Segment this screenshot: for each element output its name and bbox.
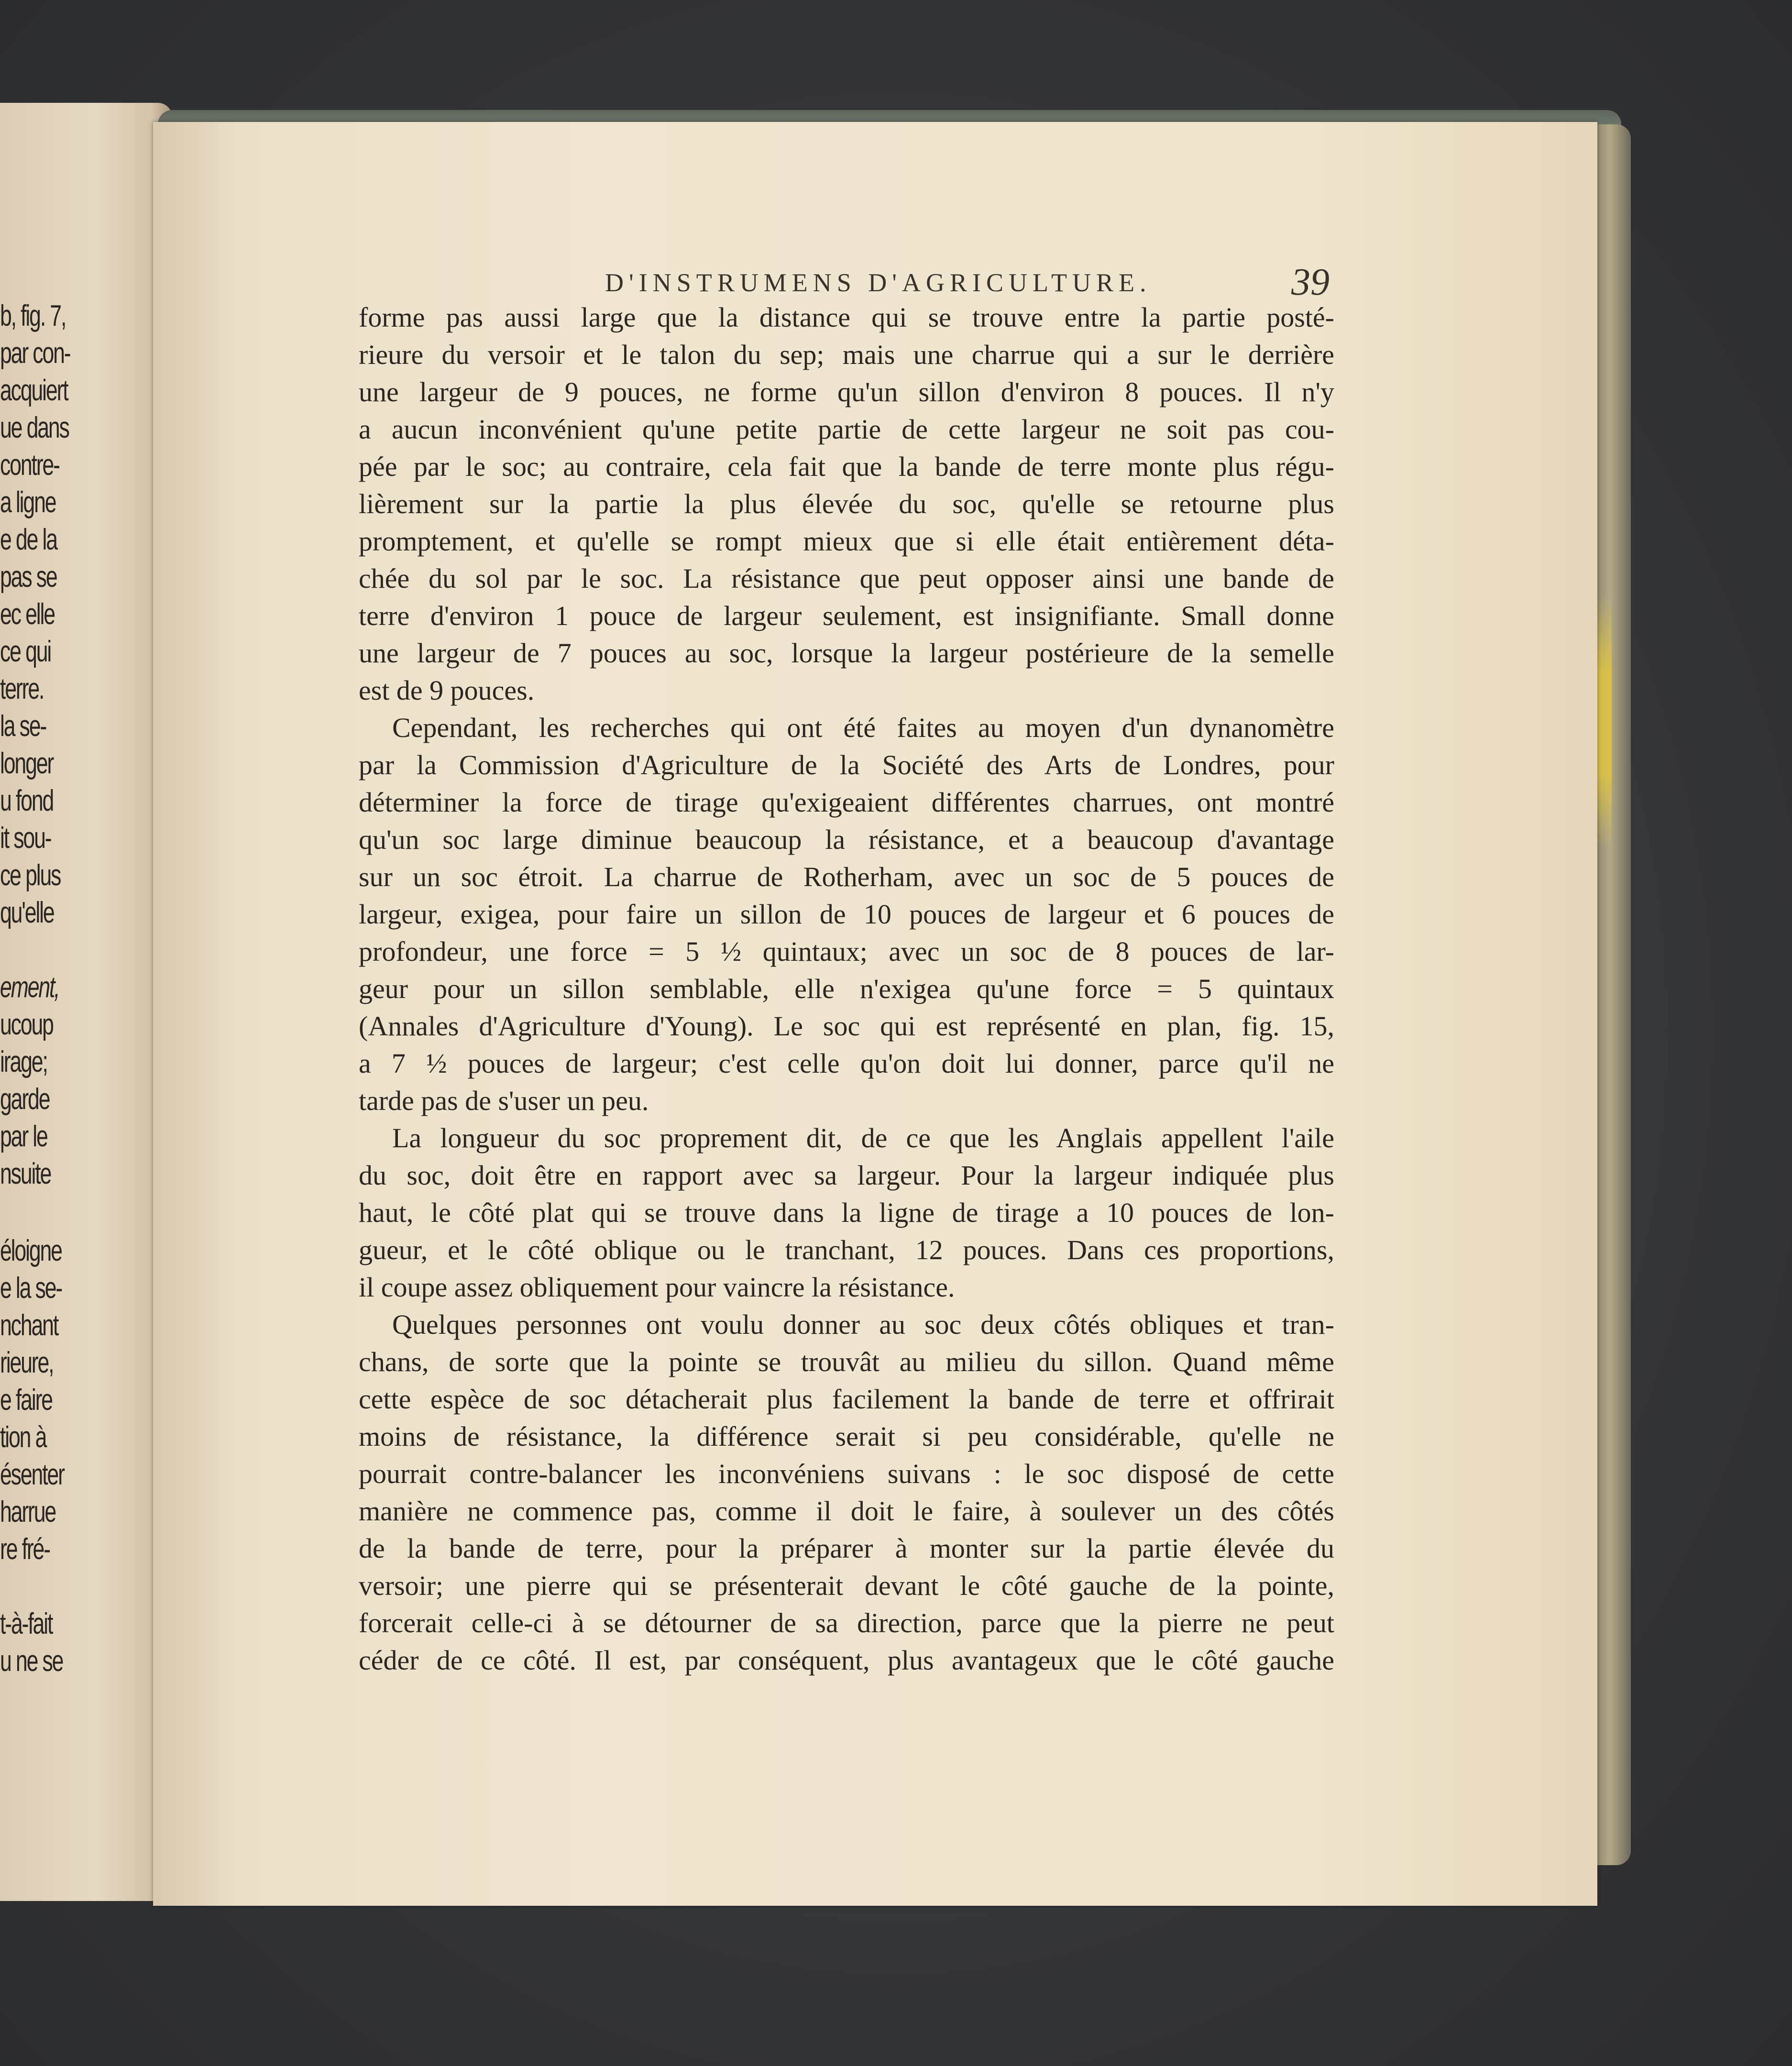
facing-page-line: ce qui <box>0 635 51 668</box>
facing-page-line: rieure, <box>0 1346 54 1379</box>
text-line: chans, de sorte que la pointe se trouvât au milieu du sillon. Quand même <box>359 1346 1334 1377</box>
text-line: lièrement sur la partie la plus élevée du soc, qu'elle se retourne plus <box>359 488 1334 519</box>
facing-page-line: u fond <box>0 784 54 817</box>
facing-page-line: contre- <box>0 449 59 482</box>
facing-page-line: la se- <box>0 710 46 743</box>
facing-page-line: nsuite <box>0 1157 51 1190</box>
facing-page-line: it sou- <box>0 822 51 855</box>
facing-page-line: par le <box>0 1120 47 1153</box>
facing-page-line: t-à-fait <box>0 1607 53 1640</box>
text-line: promptement, et qu'elle se rompt mieux que si elle était entièrement déta- <box>359 526 1334 557</box>
page-number: 39 <box>1291 261 1330 303</box>
facing-page-line: nchant <box>0 1309 58 1342</box>
text-line: manière ne commence pas, comme il doit le faire, à soulever un des côtés <box>359 1495 1334 1527</box>
text-line: est de 9 pouces. <box>359 675 535 706</box>
text-line: sur un soc étroit. La charrue de Rotherham, avec un soc de 5 pouces de <box>359 861 1334 892</box>
facing-page-line: éloigne <box>0 1234 62 1267</box>
text-line: une largeur de 9 pouces, ne forme qu'un sillon d'environ 8 pouces. Il n'y <box>359 376 1334 407</box>
text-line: céder de ce côté. Il est, par conséquent, plus avantageux que le côté gauche <box>359 1645 1334 1676</box>
facing-page <box>0 103 172 1901</box>
text-line: du soc, doit être en rapport avec sa largeur. Pour la largeur indiquée plus <box>359 1160 1334 1191</box>
facing-page-line: e de la <box>0 523 57 556</box>
facing-page-line: longer <box>0 747 54 780</box>
text-line: profondeur, une force = 5 ½ quintaux; avec un soc de 8 pouces de lar- <box>359 936 1334 967</box>
facing-page-line: harrue <box>0 1495 56 1528</box>
text-line: a 7 ½ pouces de largeur; c'est celle qu'on doit lui donner, parce qu'il ne <box>359 1048 1334 1079</box>
facing-page-line: tion à <box>0 1421 46 1454</box>
text-line: tarde pas de s'user un peu. <box>359 1085 649 1116</box>
text-line: terre d'environ 1 pouce de largeur seulement, est insignifiante. Small donne <box>359 600 1334 631</box>
text-line: gueur, et le côté oblique ou le tranchant, 12 pouces. Dans ces proportions, <box>359 1234 1334 1265</box>
text-line: qu'un soc large diminue beaucoup la résistance, et a beaucoup d'avantage <box>359 824 1334 855</box>
text-line: (Annales d'Agriculture d'Young). Le soc qui est représenté en plan, fig. 15, <box>359 1011 1334 1042</box>
facing-page-line: pas se <box>0 560 57 593</box>
text-line: forme pas aussi large que la distance qui se trouve entre la partie posté- <box>359 302 1334 333</box>
text-line: pée par le soc; au contraire, cela fait que la bande de terre monte plus régu- <box>359 451 1334 482</box>
facing-page-line: ésenter <box>0 1458 64 1491</box>
facing-page-line: u ne se <box>0 1645 63 1678</box>
text-line: forcerait celle-ci à se détourner de sa direction, parce que la pierre ne peut <box>359 1607 1334 1638</box>
text-line: pourrait contre-balancer les inconvéniens suivans : le soc disposé de cette <box>359 1458 1334 1489</box>
text-line: cette espèce de soc détacherait plus facilement la bande de terre et offrirait <box>359 1384 1334 1415</box>
text-line: de la bande de terre, pour la préparer à monter sur la partie élevée du <box>359 1533 1334 1564</box>
facing-page-line: b, fig. 7, <box>0 299 66 332</box>
facing-page-line: irage; <box>0 1045 47 1078</box>
text-line: haut, le côté plat qui se trouve dans la ligne de tirage a 10 pouces de lon- <box>359 1197 1334 1228</box>
running-head: D'INSTRUMENS D'AGRICULTURE. <box>605 268 1152 297</box>
facing-page-line: acquiert <box>0 374 68 407</box>
facing-page-line: ue dans <box>0 411 69 444</box>
text-line: il coupe assez obliquement pour vaincre la résistance. <box>359 1272 955 1303</box>
text-line: par la Commission d'Agriculture de la Société des Arts de Londres, pour <box>359 749 1334 780</box>
facing-page-line: par con- <box>0 337 70 370</box>
text-line: geur pour un sillon semblable, elle n'exigea qu'une force = 5 quintaux <box>359 973 1334 1004</box>
text-line: rieure du versoir et le talon du sep; mais une charrue qui a sur le derrière <box>359 339 1334 370</box>
facing-page-line: garde <box>0 1083 50 1116</box>
facing-page-line: ce plus <box>0 859 61 892</box>
facing-page-line: ement, <box>0 971 59 1004</box>
facing-page-line: a ligne <box>0 486 56 519</box>
text-line: versoir; une pierre qui se présenterait devant le côté gauche de la pointe, <box>359 1570 1334 1601</box>
text-line: déterminer la force de tirage qu'exigeaient différentes charrues, ont montré <box>359 787 1334 818</box>
facing-page-line: re fré- <box>0 1533 50 1566</box>
paragraph-first-line: Quelques personnes ont voulu donner au soc deux côtés obliques et tran- <box>392 1309 1334 1340</box>
text-line: une largeur de 7 pouces au soc, lorsque la largeur postérieure de la semelle <box>359 637 1334 669</box>
facing-page-line: ucoup <box>0 1008 53 1041</box>
text-line: chée du sol par le soc. La résistance que peut opposer ainsi une bande de <box>359 563 1334 594</box>
paragraph-first-line: La longueur du soc proprement dit, de ce que les Anglais appellent l'aile <box>392 1122 1334 1154</box>
paragraph-first-line: Cependant, les recherches qui ont été faites au moyen d'un dynanomètre <box>392 712 1334 743</box>
text-line: a aucun inconvénient qu'une petite partie de cette largeur ne soit pas cou- <box>359 414 1334 445</box>
facing-page-line: e faire <box>0 1384 52 1417</box>
facing-page-line: qu'elle <box>0 896 54 929</box>
text-line: largeur, exigea, pour faire un sillon de 10 pouces de largeur et 6 pouces de <box>359 899 1334 930</box>
page-tab-marker <box>1597 598 1612 846</box>
text-line: moins de résistance, la différence serait si peu considérable, qu'elle ne <box>359 1421 1334 1452</box>
facing-page-line: ec elle <box>0 598 55 631</box>
facing-page-line: e la se- <box>0 1272 62 1305</box>
facing-page-line: terre. <box>0 672 44 705</box>
